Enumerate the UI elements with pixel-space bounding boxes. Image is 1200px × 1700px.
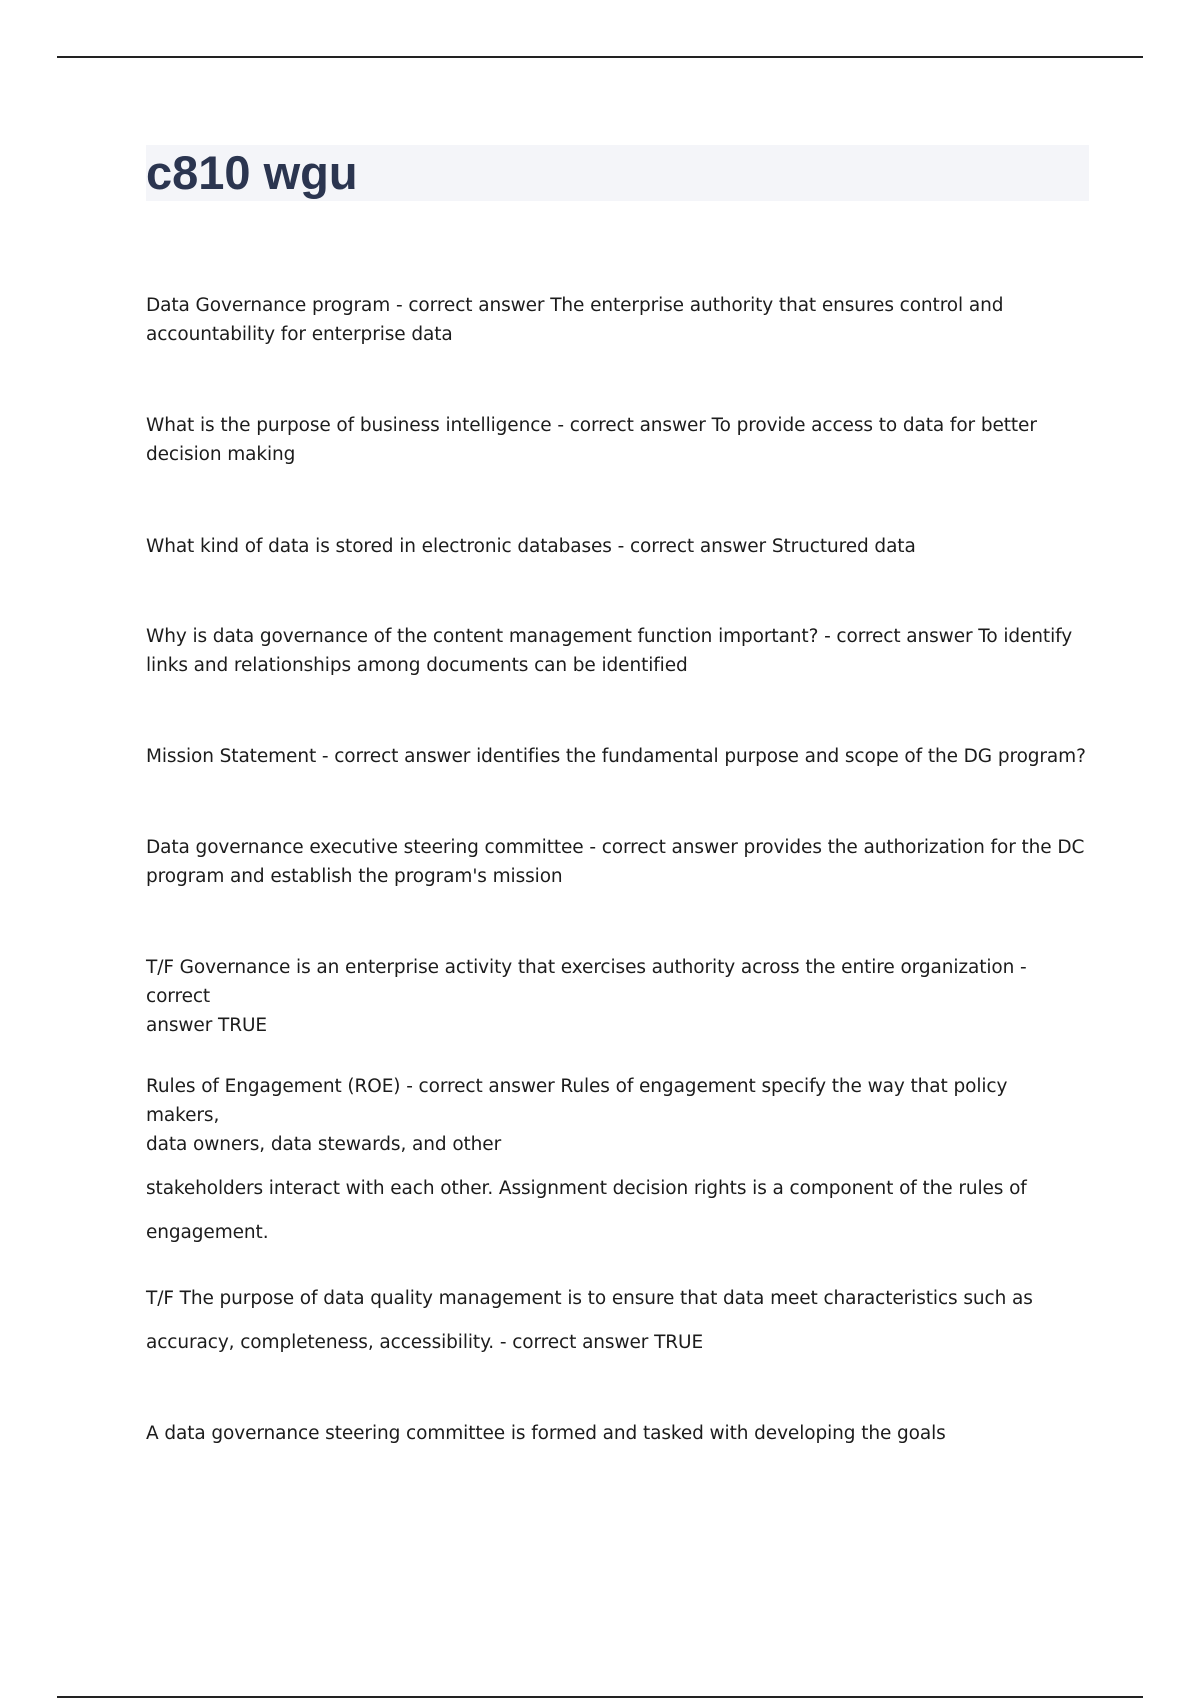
qa-line: What kind of data is stored in electronic databases - correct answer Structured data xyxy=(146,536,916,557)
qa-item-data-governance-program xyxy=(146,291,1086,349)
qa-line: data owners, data stewards, and other xyxy=(146,1134,502,1155)
document-title: c810 wgu xyxy=(146,146,358,199)
qa-line: Rules of Engagement (ROE) - correct answer Rules of engagement specify the way that policy makers, xyxy=(146,1076,1008,1126)
qa-line: Why is data governance of the content management function important? - correct answer To identify xyxy=(146,626,1073,647)
qa-line: program and establish the program's mission xyxy=(146,866,563,887)
top-rule xyxy=(57,56,1143,58)
qa-line: stakeholders interact with each other. Assignment decision rights is a component of the rules of xyxy=(146,1178,1027,1199)
qa-line: What is the purpose of business intelligence - correct answer To provide access to data for better xyxy=(146,415,1037,436)
qa-item-mission-statement xyxy=(146,742,1086,771)
qa-line: A data governance steering committee is formed and tasked with developing the goals xyxy=(146,1423,946,1444)
qa-line: accuracy, completeness, accessibility. - correct answer TRUE xyxy=(146,1332,704,1353)
qa-line: Data governance executive steering committee - correct answer provides the authorization for the DC xyxy=(146,837,1085,858)
qa-item-steering-committee-goals xyxy=(146,1419,1086,1448)
qa-line: accountability for enterprise data xyxy=(146,324,453,345)
bottom-rule xyxy=(57,1696,1143,1698)
qa-item-data-quality-management xyxy=(146,1284,1086,1357)
qa-item-electronic-databases xyxy=(146,532,1086,561)
qa-line: answer TRUE xyxy=(146,1015,267,1036)
qa-line: Data Governance program - correct answer The enterprise authority that ensures control and xyxy=(146,295,1004,316)
qa-line: links and relationships among documents can be identified xyxy=(146,655,688,676)
qa-line: Mission Statement - correct answer identifies the fundamental purpose and scope of the DG program? xyxy=(146,746,1086,767)
qa-item-rules-of-engagement xyxy=(146,1072,1086,1247)
qa-line: engagement. xyxy=(146,1222,269,1243)
qa-item-content-management xyxy=(146,622,1086,680)
qa-item-executive-steering-committee xyxy=(146,833,1086,891)
qa-line: T/F Governance is an enterprise activity that exercises authority across the entire organization - correct xyxy=(146,957,1027,1007)
qa-item-business-intelligence xyxy=(146,411,1086,469)
qa-line: decision making xyxy=(146,444,296,465)
qa-line: T/F The purpose of data quality management is to ensure that data meet characteristics such as xyxy=(146,1288,1033,1309)
qa-item-governance-enterprise-activity xyxy=(146,953,1086,1040)
